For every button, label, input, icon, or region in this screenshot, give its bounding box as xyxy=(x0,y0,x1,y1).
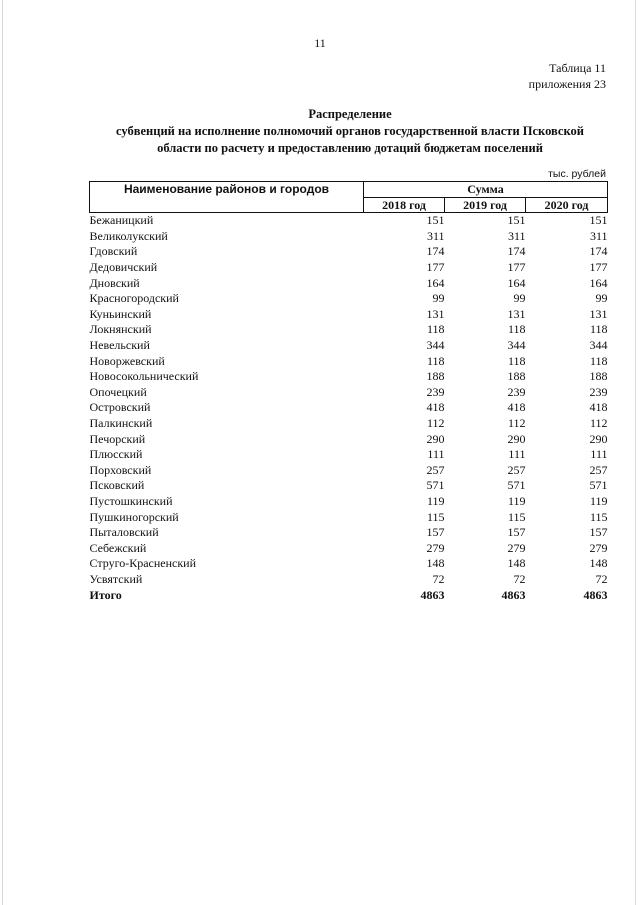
table-row xyxy=(90,494,608,510)
table-row xyxy=(90,525,608,541)
amount-cell-2018: 115 xyxy=(426,509,445,524)
amount-cell-2020: 99 xyxy=(595,291,608,306)
table-row xyxy=(90,385,608,401)
amount-cell-2018: 118 xyxy=(426,322,445,337)
district-name-cell: Красногородский xyxy=(89,291,179,306)
amount-cell-2019: 119 xyxy=(507,493,526,508)
year-2020-header: 2020 год xyxy=(526,197,608,213)
name-column-header: Наименование районов и городов xyxy=(90,182,364,213)
table-row xyxy=(90,338,608,354)
district-name-cell: Куньинский xyxy=(89,306,152,321)
amount-cell-2020: 177 xyxy=(589,260,608,275)
table-row xyxy=(90,260,608,276)
amount-cell-2019: 118 xyxy=(507,353,526,368)
amount-cell-2020: 72 xyxy=(595,571,608,586)
amount-cell-2018: 111 xyxy=(427,447,445,462)
district-name-cell: Островский xyxy=(89,400,151,415)
amount-cell-2018: 119 xyxy=(426,493,445,508)
amount-cell-2020: 119 xyxy=(589,493,608,508)
district-name-cell: Печорский xyxy=(89,431,146,446)
amount-cell-2020: 290 xyxy=(589,431,608,446)
district-name-cell: Порховский xyxy=(89,462,152,477)
amount-cell-2019: 157 xyxy=(507,525,526,540)
amount-cell-2020: 239 xyxy=(589,384,608,399)
table-row xyxy=(90,213,608,229)
amount-cell-2020: 418 xyxy=(589,400,608,415)
amount-cell-2018: 571 xyxy=(426,478,445,493)
amount-cell-2018: 188 xyxy=(426,369,445,384)
title-line1: Распределение xyxy=(308,107,392,121)
amount-cell-2018: 99 xyxy=(432,291,445,306)
district-name-cell: Струго-Красненский xyxy=(89,556,197,571)
amount-cell-2018: 118 xyxy=(426,353,445,368)
district-name-cell: Новосокольнический xyxy=(89,369,199,384)
amount-cell-2018: 112 xyxy=(426,416,445,431)
amount-cell-2018: 177 xyxy=(426,260,445,275)
table-row xyxy=(90,478,608,494)
table-row xyxy=(90,447,608,463)
district-name-cell: Себежский xyxy=(89,540,147,555)
table-row xyxy=(90,322,608,338)
amount-cell-2019: 164 xyxy=(507,275,526,290)
table-row xyxy=(90,291,608,307)
amount-cell-2018: 131 xyxy=(426,306,445,321)
amount-cell-2018: 418 xyxy=(426,400,445,415)
district-name-cell: Локнянский xyxy=(89,322,152,337)
page-edge-left xyxy=(2,0,3,905)
title-line3: области по расчету и предоставлению дотаций бюджетам поселений xyxy=(157,141,543,155)
table-row xyxy=(90,275,608,291)
amount-cell-2020: 279 xyxy=(589,540,608,555)
amount-cell-2019: 279 xyxy=(507,540,526,555)
units-label: тыс. рублей xyxy=(548,168,606,180)
table-body xyxy=(90,213,608,603)
table-row xyxy=(90,369,608,385)
amount-cell-2020: 174 xyxy=(589,244,608,259)
year-2018-header: 2018 год xyxy=(364,197,445,213)
sum-column-header: Сумма xyxy=(364,182,608,198)
district-name-cell: Псковский xyxy=(89,478,145,493)
document-title xyxy=(60,106,640,157)
amount-cell-2018: 311 xyxy=(426,228,445,243)
amount-cell-2018: 157 xyxy=(426,525,445,540)
amount-cell-2020: 115 xyxy=(589,509,608,524)
table-row xyxy=(90,244,608,260)
table-ref-line1: Таблица 11 xyxy=(549,61,606,75)
amount-cell-2019: 571 xyxy=(507,478,526,493)
amount-cell-2018: 174 xyxy=(426,244,445,259)
district-name-cell: Дновский xyxy=(89,275,140,290)
table-row xyxy=(90,416,608,432)
table-row xyxy=(90,400,608,416)
district-name-cell: Дедовичский xyxy=(89,260,158,275)
amount-cell-2020: 151 xyxy=(589,213,608,228)
amount-cell-2019: 174 xyxy=(507,244,526,259)
amount-cell-2018: 290 xyxy=(426,431,445,446)
page-number: 11 xyxy=(314,36,326,50)
table-row xyxy=(90,229,608,245)
amount-cell-2020: 118 xyxy=(589,353,608,368)
amount-cell-2020: 257 xyxy=(589,462,608,477)
table-row xyxy=(90,431,608,447)
amount-cell-2019: 115 xyxy=(507,509,526,524)
amount-cell-2019: 344 xyxy=(507,338,526,353)
table-row xyxy=(90,307,608,323)
total-2020: 4863 xyxy=(583,587,608,602)
amount-cell-2019: 177 xyxy=(507,260,526,275)
amount-cell-2018: 344 xyxy=(426,338,445,353)
amount-cell-2019: 72 xyxy=(513,571,526,586)
amount-cell-2020: 112 xyxy=(589,416,608,431)
district-name-cell: Невельский xyxy=(89,338,150,353)
amount-cell-2019: 99 xyxy=(513,291,526,306)
table-row xyxy=(90,353,608,369)
district-name-cell: Великолукский xyxy=(89,228,168,243)
amount-cell-2018: 279 xyxy=(426,540,445,555)
table-ref-line2: приложения 23 xyxy=(528,77,606,91)
amount-cell-2020: 311 xyxy=(589,228,608,243)
amount-cell-2019: 239 xyxy=(507,384,526,399)
amount-cell-2020: 164 xyxy=(589,275,608,290)
district-name-cell: Палкинский xyxy=(89,416,153,431)
district-name-cell: Бежаницкий xyxy=(89,213,154,228)
year-2019-header: 2019 год xyxy=(445,197,526,213)
amount-cell-2018: 257 xyxy=(426,462,445,477)
amount-cell-2019: 418 xyxy=(507,400,526,415)
title-line2: субвенций на исполнение полномочий органов государственной власти Псковской xyxy=(116,124,584,138)
amount-cell-2019: 290 xyxy=(507,431,526,446)
district-name-cell: Новоржевский xyxy=(89,353,165,368)
amount-cell-2019: 151 xyxy=(507,213,526,228)
district-name-cell: Опочецкий xyxy=(89,384,147,399)
total-2018: 4863 xyxy=(420,587,445,602)
amount-cell-2020: 188 xyxy=(589,369,608,384)
amount-cell-2018: 151 xyxy=(426,213,445,228)
district-name-cell: Гдовский xyxy=(89,244,138,259)
amount-cell-2018: 148 xyxy=(426,556,445,571)
table-row xyxy=(90,463,608,479)
amount-cell-2019: 148 xyxy=(507,556,526,571)
distribution-table xyxy=(89,181,608,603)
amount-cell-2020: 157 xyxy=(589,525,608,540)
table-row xyxy=(90,509,608,525)
table-row xyxy=(90,540,608,556)
amount-cell-2019: 131 xyxy=(507,306,526,321)
amount-cell-2020: 111 xyxy=(590,447,608,462)
amount-cell-2018: 239 xyxy=(426,384,445,399)
district-name-cell: Пустошкинский xyxy=(89,493,173,508)
district-name-cell: Плюсский xyxy=(89,447,143,462)
total-label: Итого xyxy=(89,587,122,602)
total-row xyxy=(90,587,608,603)
amount-cell-2019: 111 xyxy=(508,447,526,462)
amount-cell-2020: 571 xyxy=(589,478,608,493)
amount-cell-2020: 118 xyxy=(589,322,608,337)
district-name-cell: Пыталовский xyxy=(89,525,159,540)
amount-cell-2018: 72 xyxy=(432,571,445,586)
amount-cell-2020: 344 xyxy=(589,338,608,353)
amount-cell-2018: 164 xyxy=(426,275,445,290)
amount-cell-2019: 118 xyxy=(507,322,526,337)
amount-cell-2019: 257 xyxy=(507,462,526,477)
amount-cell-2019: 188 xyxy=(507,369,526,384)
amount-cell-2019: 112 xyxy=(507,416,526,431)
table-reference xyxy=(529,60,606,92)
district-name-cell: Усвятский xyxy=(89,571,143,586)
district-name-cell: Пушкиногорский xyxy=(89,509,179,524)
total-2019: 4863 xyxy=(501,587,526,602)
table-row xyxy=(90,572,608,588)
amount-cell-2020: 131 xyxy=(589,306,608,321)
amount-cell-2020: 148 xyxy=(589,556,608,571)
table-row xyxy=(90,556,608,572)
amount-cell-2019: 311 xyxy=(507,228,526,243)
